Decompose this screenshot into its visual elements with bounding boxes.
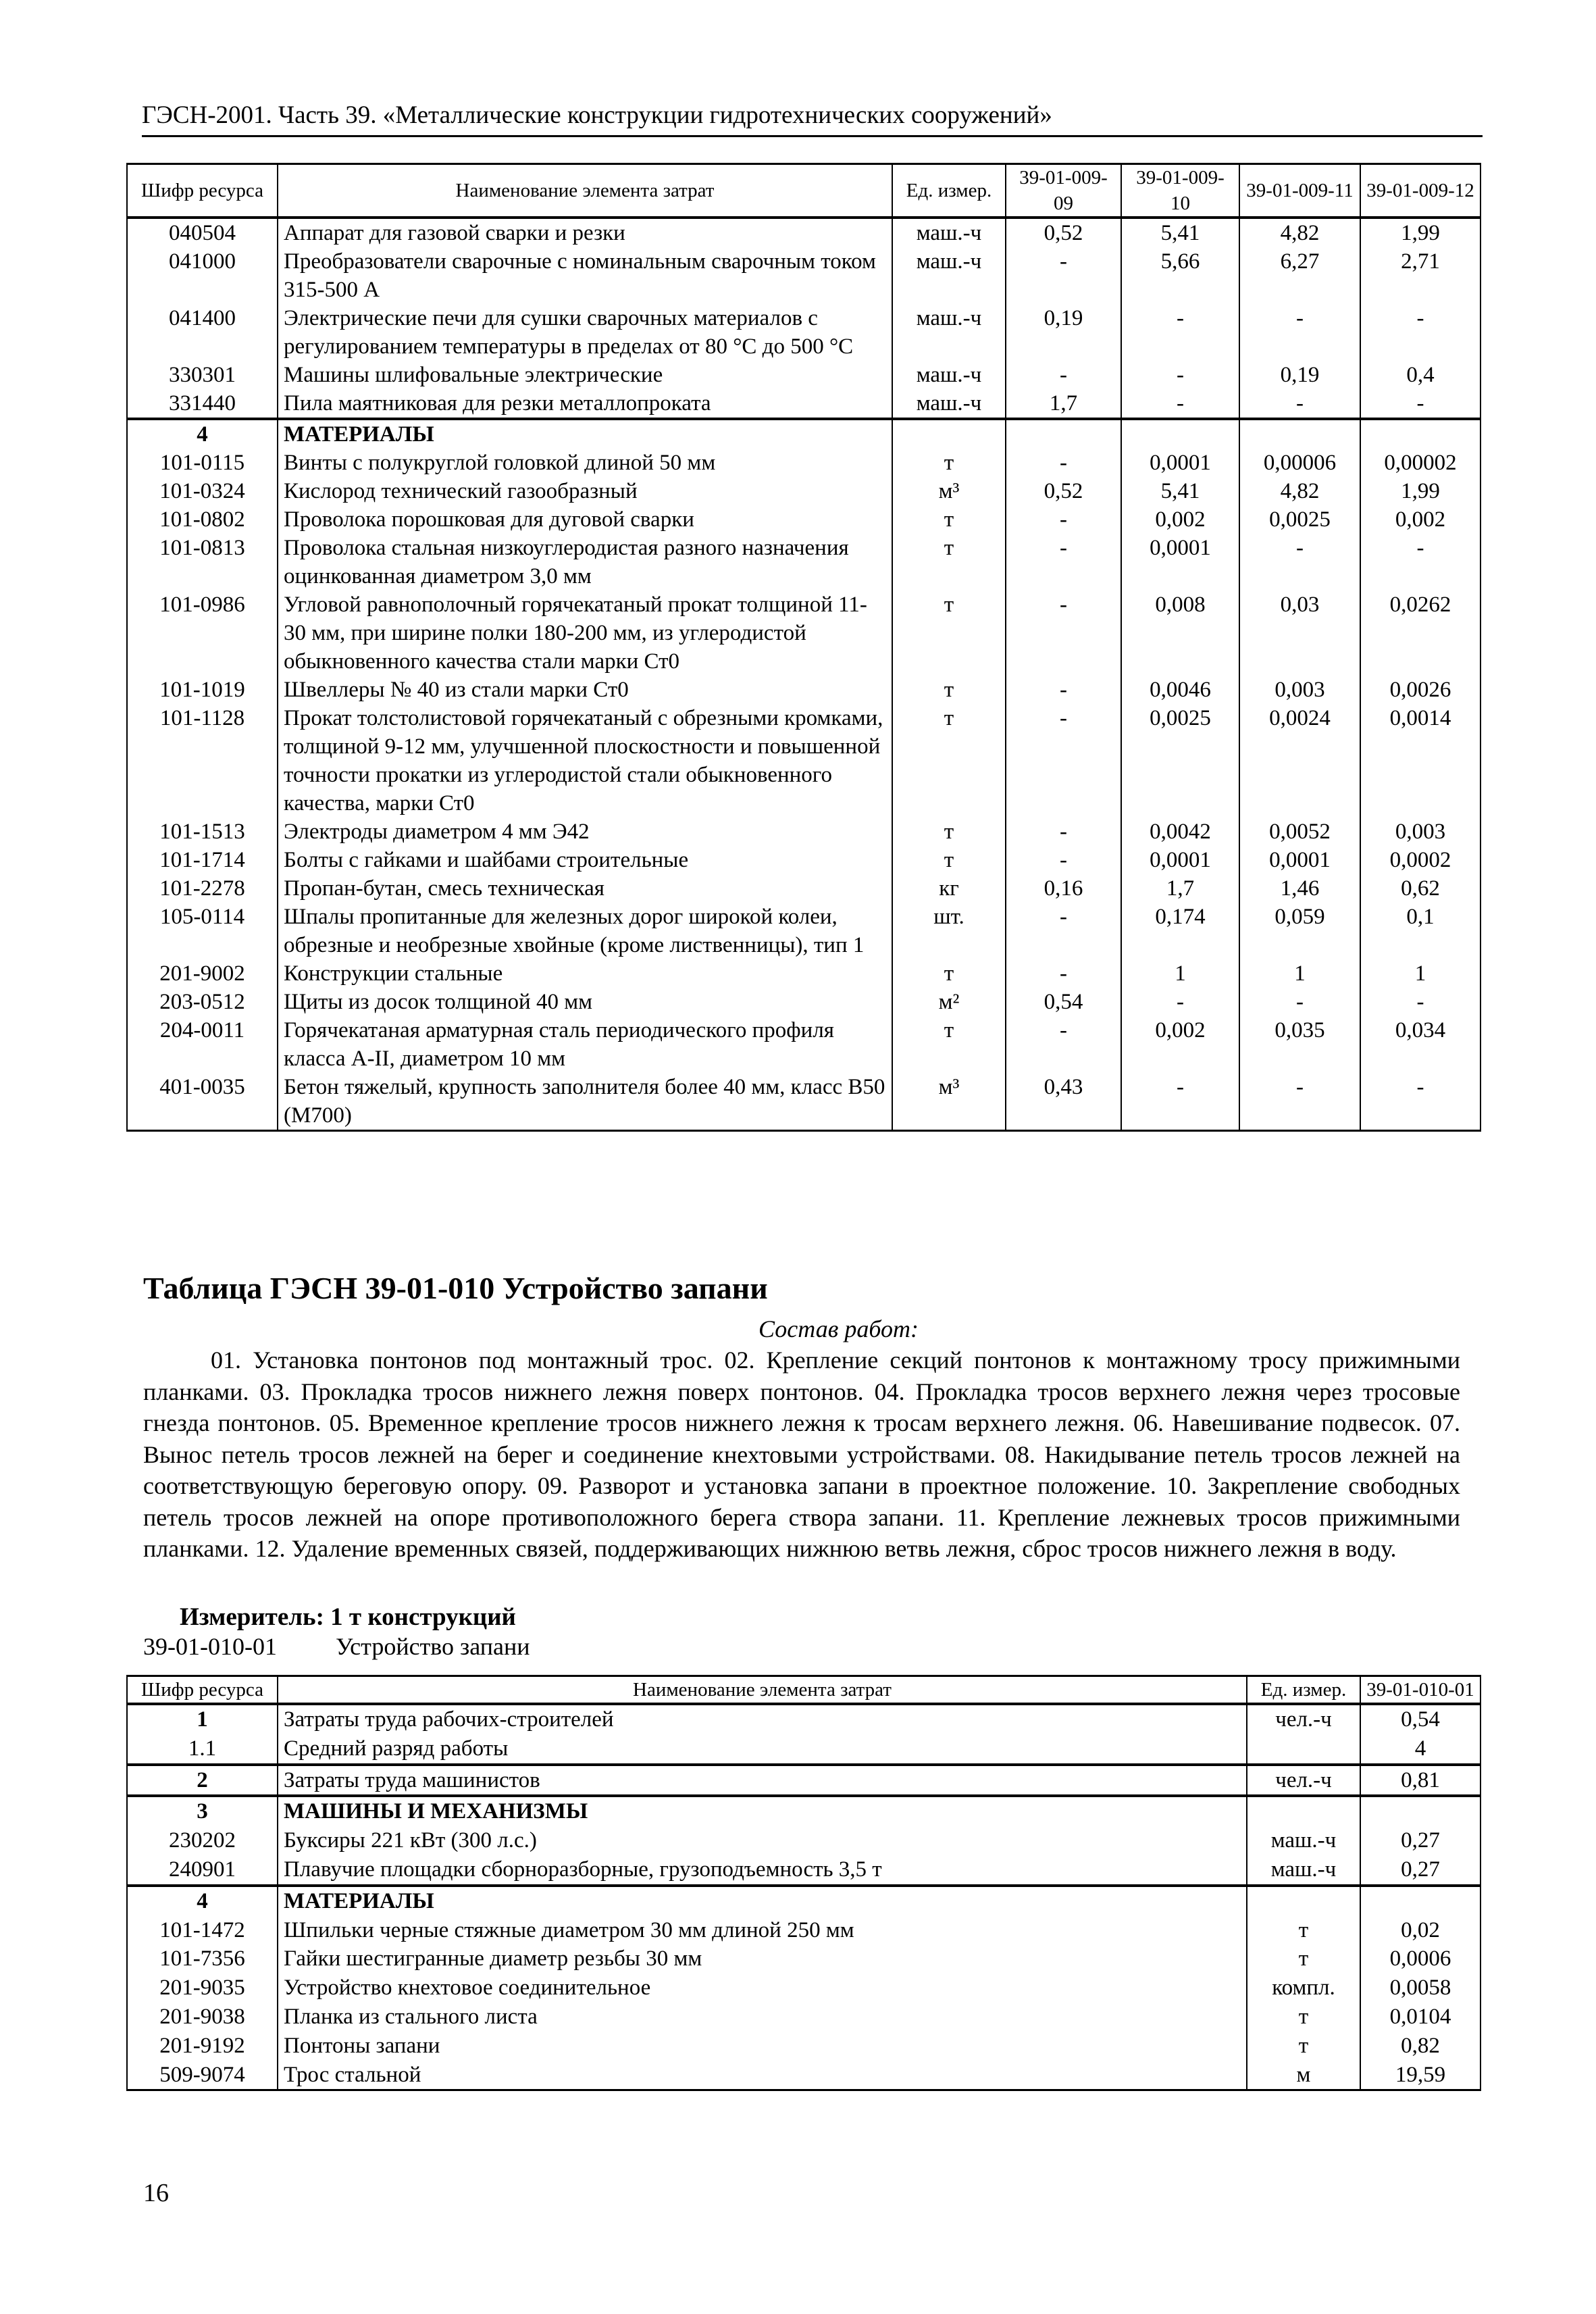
table-row (127, 959, 1481, 988)
norm-value: 0,0052 (1239, 818, 1360, 846)
norm-value: 0,52 (1006, 218, 1121, 247)
resource-name: Кислород технический газообразный (278, 477, 892, 505)
unit-of-measure (1247, 1796, 1360, 1826)
norm-value: 0,43 (1006, 1073, 1121, 1131)
norm-value: 0,1 (1360, 903, 1481, 959)
norm-value: - (1006, 903, 1121, 959)
resource-code: 041000 (127, 247, 278, 304)
resource-name: Трос стальной (278, 2061, 1247, 2090)
resource-name: Устройство кнехтовое соединительное (278, 1973, 1247, 2003)
norm-value: 0,81 (1360, 1765, 1481, 1796)
norm-value: - (1006, 846, 1121, 874)
resource-code: 201-9038 (127, 2003, 278, 2032)
resource-code: 041400 (127, 304, 278, 361)
norm-value: 6,27 (1239, 247, 1360, 304)
unit-of-measure: шт. (892, 903, 1006, 959)
column-header-code: Шифр ресурса (127, 164, 278, 218)
unit-of-measure: маш.-ч (892, 389, 1006, 419)
norm-value: - (1239, 988, 1360, 1016)
norm-value: - (1006, 676, 1121, 704)
table-row (127, 361, 1481, 389)
norm-value: 0,0046 (1121, 676, 1239, 704)
norm-value: 1 (1121, 959, 1239, 988)
norm-value: - (1360, 988, 1481, 1016)
unit-of-measure (1247, 1734, 1360, 1765)
resource-name: Щиты из досок толщиной 40 мм (278, 988, 892, 1016)
resource-name: Прокат толстолистовой горячекатаный с обрезными кромками, толщиной 9-12 мм, улучшенной плоскостности и повышенной точности прокатки из углеродистой стали обыкновенного качества, марки Ст0 (278, 704, 892, 818)
norm-value: 1,7 (1006, 389, 1121, 419)
norm-value: - (1121, 304, 1239, 361)
unit-of-measure: т (892, 590, 1006, 676)
resource-code: 3 (127, 1796, 278, 1826)
norm-name: Устройство запани (336, 1633, 530, 1660)
norm-value: 2,71 (1360, 247, 1481, 304)
norm-value: 1,46 (1239, 874, 1360, 903)
resource-name: Угловой равнополочный горячекатаный прокат толщиной 11-30 мм, при ширине полки 180-200 мм, из углеродистой обыкновенного качества стали марки Ст0 (278, 590, 892, 676)
norm-value: 0,0025 (1239, 505, 1360, 534)
norm-value: 0,27 (1360, 1855, 1481, 1886)
norm-value: - (1006, 590, 1121, 676)
table-row (127, 988, 1481, 1016)
table-row (127, 449, 1481, 477)
resource-name: Конструкции стальные (278, 959, 892, 988)
norm-value: 0,0042 (1121, 818, 1239, 846)
norm-code-line (143, 1632, 530, 1661)
resource-name: Горячекатаная арматурная сталь периодического профиля класса А-II, диаметром 10 мм (278, 1016, 892, 1073)
table-row (127, 477, 1481, 505)
page-number: 16 (143, 2179, 169, 2207)
resource-code: 101-1128 (127, 704, 278, 818)
resource-code: 101-1019 (127, 676, 278, 704)
unit-of-measure (1247, 1886, 1360, 1916)
norm-value: - (1121, 361, 1239, 389)
unit-of-measure: т (892, 959, 1006, 988)
column-header-name: Наименование элемента затрат (278, 1676, 1247, 1705)
norm-value: 5,66 (1121, 247, 1239, 304)
unit-of-measure: чел.-ч (1247, 1704, 1360, 1734)
norm-value: 0,54 (1360, 1704, 1481, 1734)
resource-code: 330301 (127, 361, 278, 389)
resource-name: Болты с гайками и шайбами строительные (278, 846, 892, 874)
norm-value: 0,0025 (1121, 704, 1239, 818)
table-row (127, 1073, 1481, 1131)
resource-code: 204-0011 (127, 1016, 278, 1073)
norm-value: 0,0262 (1360, 590, 1481, 676)
table-section-row (127, 1886, 1481, 1916)
norm-value: - (1239, 1073, 1360, 1131)
resource-code: 101-0986 (127, 590, 278, 676)
resource-name: Проволока стальная низкоуглеродистая разного назначения оцинкованная диаметром 3,0 мм (278, 534, 892, 590)
resource-name: Винты с полукруглой головкой длиной 50 мм (278, 449, 892, 477)
table-row (127, 590, 1481, 676)
norm-value: 4,82 (1239, 218, 1360, 247)
table-header-row (127, 1676, 1481, 1705)
resource-name: Затраты труда рабочих-строителей (278, 1704, 1247, 1734)
norm-value: 19,59 (1360, 2061, 1481, 2090)
unit-of-measure: т (1247, 1944, 1360, 1973)
norm-value: - (1360, 534, 1481, 590)
norm-value: 0,0001 (1121, 846, 1239, 874)
norm-value: - (1006, 534, 1121, 590)
unit-of-measure: т (892, 846, 1006, 874)
column-header-norm: 39-01-009-09 (1006, 164, 1121, 218)
norm-value: - (1121, 389, 1239, 419)
norm-value: 0,52 (1006, 477, 1121, 505)
table-row (127, 1944, 1481, 1973)
table-row (127, 247, 1481, 304)
resource-name: МАТЕРИАЛЫ (278, 419, 892, 449)
norm-value: 0,16 (1006, 874, 1121, 903)
table-row (127, 903, 1481, 959)
resource-code: 203-0512 (127, 988, 278, 1016)
table-row (127, 2032, 1481, 2061)
resource-code: 101-1513 (127, 818, 278, 846)
resource-code: 101-1714 (127, 846, 278, 874)
resource-code: 2 (127, 1765, 278, 1796)
norm-value: 1,99 (1360, 218, 1481, 247)
resource-code: 4 (127, 419, 278, 449)
unit-of-measure: т (892, 704, 1006, 818)
table-section-row (127, 419, 1481, 449)
table-row (127, 1734, 1481, 1765)
resource-code: 101-0813 (127, 534, 278, 590)
table-title: Таблица ГЭСН 39-01-010 Устройство запани (143, 1271, 768, 1305)
resource-name: Пропан-бутан, смесь техническая (278, 874, 892, 903)
norm-value: 4 (1360, 1734, 1481, 1765)
resource-code: 101-0115 (127, 449, 278, 477)
unit-of-measure: т (892, 505, 1006, 534)
resource-code: 201-9035 (127, 1973, 278, 2003)
unit-of-measure: маш.-ч (1247, 1826, 1360, 1855)
norm-value: 0,4 (1360, 361, 1481, 389)
column-header-code: Шифр ресурса (127, 1676, 278, 1705)
unit-of-measure: т (892, 449, 1006, 477)
norm-value: 0,0026 (1360, 676, 1481, 704)
table-row (127, 704, 1481, 818)
norm-value: 0,0014 (1360, 704, 1481, 818)
table-row (127, 1916, 1481, 1945)
norm-value (1006, 419, 1121, 449)
resource-name: Электроды диаметром 4 мм Э42 (278, 818, 892, 846)
column-header-unit: Ед. измер. (1247, 1676, 1360, 1705)
norm-value: - (1006, 959, 1121, 988)
unit-of-measure (892, 419, 1006, 449)
norm-value (1121, 419, 1239, 449)
table-row (127, 874, 1481, 903)
resource-name: Машины шлифовальные электрические (278, 361, 892, 389)
resource-name: Аппарат для газовой сварки и резки (278, 218, 892, 247)
norm-value: 0,19 (1239, 361, 1360, 389)
norm-value: 0,002 (1121, 505, 1239, 534)
meter-label: Измеритель: 1 т конструкций (180, 1603, 516, 1631)
norm-value: 5,41 (1121, 477, 1239, 505)
table-row (127, 2061, 1481, 2090)
table-row (127, 818, 1481, 846)
norm-value: - (1239, 389, 1360, 419)
resource-name: Преобразователи сварочные с номинальным сварочным током 315-500 А (278, 247, 892, 304)
norm-value: 1,7 (1121, 874, 1239, 903)
resource-code: 509-9074 (127, 2061, 278, 2090)
norm-value: 0,02 (1360, 1916, 1481, 1945)
resource-name: Швеллеры № 40 из стали марки Ст0 (278, 676, 892, 704)
norm-value: 4,82 (1239, 477, 1360, 505)
table-row (127, 2003, 1481, 2032)
norm-value: - (1360, 389, 1481, 419)
norm-value: - (1006, 361, 1121, 389)
norm-value: 0,0001 (1239, 846, 1360, 874)
table-row (127, 218, 1481, 247)
unit-of-measure: т (892, 676, 1006, 704)
table-row (127, 1016, 1481, 1073)
norm-value: 0,002 (1360, 505, 1481, 534)
norm-value: - (1121, 1073, 1239, 1131)
norm-value (1360, 419, 1481, 449)
resource-code: 240901 (127, 1855, 278, 1886)
table-row (127, 1704, 1481, 1734)
work-composition-text: 01. Установка понтонов под монтажный трос. 02. Крепление секций понтонов к монтажному тросу прижимными планками. 03. Прокладка тросов нижнего лежня поверх понтонов. 04. Прокладка тросов верхнего лежня через тросовые гнезда понтонов. 05. Временное крепление тросов нижнего лежня к тросам верхнего лежня. 06. Навешивание подвесок. 07. Вынос петель тросов лежней на берег и соединение кнехтовыми устройствами. 08. Накидывание петель тросов лежней на соответствующую береговую опору. 09. Разворот и установка запани в проектное положение. 10. Закрепление свободных петель тросов лежней на опоре противоположного берега створа запани. 11. Крепление лежневых тросов прижимными планками. 12. Удаление временных связей, поддерживающих нижнюю ветвь лежня, сброс тросов нижнего лежня в воду. (143, 1347, 1460, 1562)
resource-name: МАШИНЫ И МЕХАНИЗМЫ (278, 1796, 1247, 1826)
resource-name: Проволока порошковая для дуговой сварки (278, 505, 892, 534)
column-header-unit: Ед. измер. (892, 164, 1006, 218)
resource-code: 201-9192 (127, 2032, 278, 2061)
norm-value: 0,54 (1006, 988, 1121, 1016)
norm-value: 0,00006 (1239, 449, 1360, 477)
column-header-norm: 39-01-009-12 (1360, 164, 1481, 218)
unit-of-measure: маш.-ч (892, 247, 1006, 304)
norm-value: 0,0001 (1121, 449, 1239, 477)
unit-of-measure: т (1247, 1916, 1360, 1945)
table-header-row (127, 164, 1481, 218)
norm-value: 0,03 (1239, 590, 1360, 676)
resource-name: Понтоны запани (278, 2032, 1247, 2061)
unit-of-measure: м³ (892, 477, 1006, 505)
column-header-name: Наименование элемента затрат (278, 164, 892, 218)
unit-of-measure: м² (892, 988, 1006, 1016)
table-row (127, 534, 1481, 590)
norm-value: 0,0002 (1360, 846, 1481, 874)
table-row (127, 1826, 1481, 1855)
resource-code: 101-0324 (127, 477, 278, 505)
table-row (127, 1973, 1481, 2003)
norm-value: 0,034 (1360, 1016, 1481, 1073)
resource-name: Планка из стального листа (278, 2003, 1247, 2032)
table-row (127, 505, 1481, 534)
resource-table-009 (126, 163, 1481, 1132)
table-row (127, 846, 1481, 874)
resource-code: 201-9002 (127, 959, 278, 988)
norm-value: 0,00002 (1360, 449, 1481, 477)
unit-of-measure: маш.-ч (892, 304, 1006, 361)
unit-of-measure: т (892, 534, 1006, 590)
column-header-norm: 39-01-010-01 (1360, 1676, 1481, 1705)
norm-code: 39-01-010-01 (143, 1633, 277, 1660)
norm-value: 0,174 (1121, 903, 1239, 959)
resource-name: МАТЕРИАЛЫ (278, 1886, 1247, 1916)
norm-value: 1 (1239, 959, 1360, 988)
norm-value: 0,002 (1121, 1016, 1239, 1073)
norm-value: 0,0024 (1239, 704, 1360, 818)
resource-name: Пила маятниковая для резки металлопроката (278, 389, 892, 419)
norm-value: 1 (1360, 959, 1481, 988)
norm-value: 0,82 (1360, 2032, 1481, 2061)
norm-value: 0,19 (1006, 304, 1121, 361)
norm-value: 0,059 (1239, 903, 1360, 959)
resource-code: 1 (127, 1704, 278, 1734)
norm-value (1360, 1796, 1481, 1826)
resource-name: Плавучие площадки сборноразборные, грузоподъемность 3,5 т (278, 1855, 1247, 1886)
resource-code: 1.1 (127, 1734, 278, 1765)
resource-name: Электрические печи для сушки сварочных материалов с регулированием температуры в пределах от 80 °С до 500 °С (278, 304, 892, 361)
resource-name: Гайки шестигранные диаметр резьбы 30 мм (278, 1944, 1247, 1973)
unit-of-measure: маш.-ч (892, 218, 1006, 247)
column-header-norm: 39-01-009-10 (1121, 164, 1239, 218)
unit-of-measure: т (1247, 2032, 1360, 2061)
unit-of-measure: маш.-ч (892, 361, 1006, 389)
resource-name: Бетон тяжелый, крупность заполнителя более 40 мм, класс В50 (М700) (278, 1073, 892, 1131)
resource-name: Средний разряд работы (278, 1734, 1247, 1765)
unit-of-measure: м³ (892, 1073, 1006, 1131)
norm-value: - (1006, 818, 1121, 846)
norm-value (1239, 419, 1360, 449)
norm-value: 0,0104 (1360, 2003, 1481, 2032)
norm-value: - (1006, 1016, 1121, 1073)
unit-of-measure: т (892, 818, 1006, 846)
unit-of-measure: чел.-ч (1247, 1765, 1360, 1796)
norm-value: - (1006, 247, 1121, 304)
resource-code: 101-0802 (127, 505, 278, 534)
norm-value: - (1360, 1073, 1481, 1131)
norm-value: - (1239, 534, 1360, 590)
resource-code: 101-2278 (127, 874, 278, 903)
resource-name: Буксиры 221 кВт (300 л.с.) (278, 1826, 1247, 1855)
resource-code: 101-7356 (127, 1944, 278, 1973)
norm-value: 0,27 (1360, 1826, 1481, 1855)
resource-code: 331440 (127, 389, 278, 419)
table-section-row (127, 1796, 1481, 1826)
norm-value: 0,0006 (1360, 1944, 1481, 1973)
resource-code: 040504 (127, 218, 278, 247)
resource-name: Шпалы пропитанные для железных дорог широкой колеи, обрезные и необрезные хвойные (кроме лиственницы), тип 1 (278, 903, 892, 959)
resource-code: 4 (127, 1886, 278, 1916)
norm-value: - (1239, 304, 1360, 361)
resource-code: 401-0035 (127, 1073, 278, 1131)
resource-name: Затраты труда машинистов (278, 1765, 1247, 1796)
unit-of-measure: компл. (1247, 1973, 1360, 2003)
norm-value: - (1121, 988, 1239, 1016)
norm-value: 5,41 (1121, 218, 1239, 247)
resource-code: 230202 (127, 1826, 278, 1855)
norm-value: 0,62 (1360, 874, 1481, 903)
norm-value: 0,003 (1360, 818, 1481, 846)
resource-table-010 (126, 1675, 1481, 2091)
norm-value: 0,003 (1239, 676, 1360, 704)
work-composition-heading: Состав работ: (758, 1315, 919, 1342)
unit-of-measure: маш.-ч (1247, 1855, 1360, 1886)
norm-value: - (1360, 304, 1481, 361)
norm-value (1360, 1886, 1481, 1916)
norm-value: - (1006, 505, 1121, 534)
unit-of-measure: кг (892, 874, 1006, 903)
norm-value: - (1006, 449, 1121, 477)
table-row (127, 1855, 1481, 1886)
norm-value: 1,99 (1360, 477, 1481, 505)
unit-of-measure: м (1247, 2061, 1360, 2090)
unit-of-measure: т (892, 1016, 1006, 1073)
running-header: ГЭСН-2001. Часть 39. «Металлические конструкции гидротехнических сооружений» (142, 100, 1483, 137)
unit-of-measure: т (1247, 2003, 1360, 2032)
resource-code: 101-1472 (127, 1916, 278, 1945)
table-row (127, 389, 1481, 419)
table-row (127, 676, 1481, 704)
norm-value: 0,008 (1121, 590, 1239, 676)
table-row (127, 304, 1481, 361)
table-section-row (127, 1765, 1481, 1796)
column-header-norm: 39-01-009-11 (1239, 164, 1360, 218)
norm-value: 0,035 (1239, 1016, 1360, 1073)
norm-value: 0,0058 (1360, 1973, 1481, 2003)
norm-value: - (1006, 704, 1121, 818)
resource-code: 105-0114 (127, 903, 278, 959)
norm-value: 0,0001 (1121, 534, 1239, 590)
resource-name: Шпильки черные стяжные диаметром 30 мм длиной 250 мм (278, 1916, 1247, 1945)
